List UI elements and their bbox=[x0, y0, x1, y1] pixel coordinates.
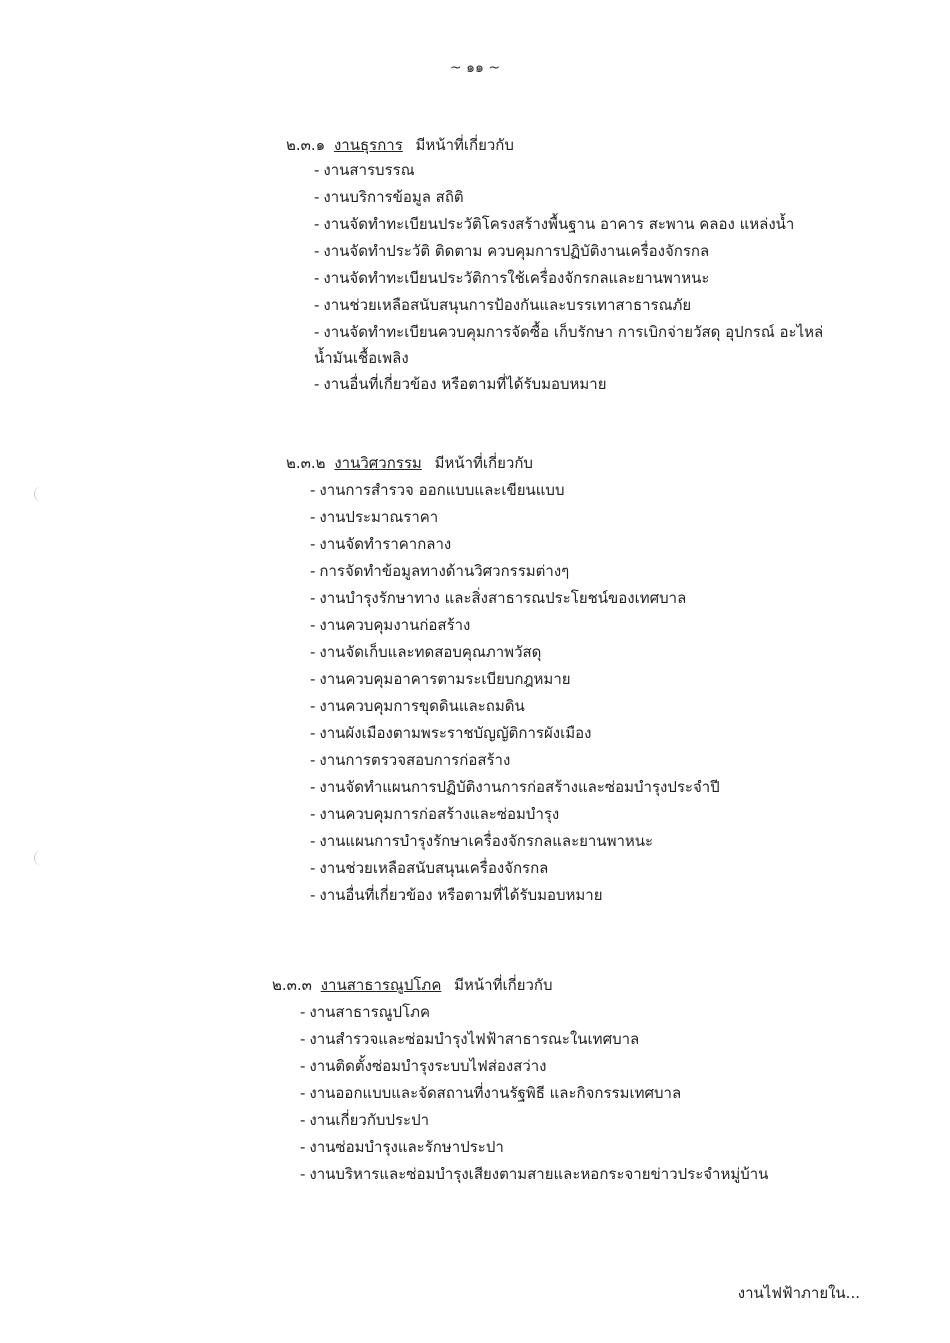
section-heading bbox=[272, 975, 553, 995]
list-item: - งานสำรวจและซ่อมบำรุงไฟฟ้าสาธารณะในเทศบาล bbox=[300, 1030, 640, 1048]
section-title: งานธุรการ bbox=[333, 136, 403, 154]
list-item: - งานผังเมืองตามพระราชบัญญัติการผังเมือง bbox=[310, 724, 592, 742]
list-item: - งานจัดทำทะเบียนประวัติการใช้เครื่องจักรกลและยานพาหนะ bbox=[314, 269, 710, 287]
section-heading bbox=[286, 135, 514, 155]
list-item: - งานสารบรรณ bbox=[314, 161, 415, 179]
section-item-list bbox=[314, 157, 854, 398]
section-suffix: มีหน้าที่เกี่ยวกับ bbox=[415, 136, 514, 154]
next-page-reference: งานไฟฟ้าภายใน... bbox=[737, 1284, 860, 1302]
list-item: - งานจัดทำทะเบียนประวัติโครงสร้างพื้นฐาน อาคาร สะพาน คลอง แหล่งน้ำ bbox=[314, 215, 795, 233]
section-number: ๒.๓.๒ bbox=[286, 454, 326, 472]
section-number: ๒.๓.๑ bbox=[286, 136, 326, 154]
section-suffix: มีหน้าที่เกี่ยวกับ bbox=[434, 454, 533, 472]
section-heading bbox=[286, 453, 533, 473]
list-item: - งานจัดทำทะเบียนควบคุมการจัดซื้อ เก็บรักษา การเบิกจ่ายวัสดุ อุปกรณ์ อะไหล่ น้ำมันเชื้อเพลิง bbox=[314, 323, 824, 367]
list-item: - งานการสำรวจ ออกแบบและเขียนแบบ bbox=[310, 481, 565, 499]
list-item: - งานอื่นที่เกี่ยวข้อง หรือตามที่ได้รับมอบหมาย bbox=[310, 886, 603, 904]
section-item-list bbox=[310, 477, 720, 909]
list-item: - งานจัดทำราคากลาง bbox=[310, 535, 452, 553]
section-number: ๒.๓.๓ bbox=[272, 976, 312, 994]
list-item: - งานอื่นที่เกี่ยวข้อง หรือตามที่ได้รับมอบหมาย bbox=[314, 375, 607, 393]
list-item: - งานบริการข้อมูล สถิติ bbox=[314, 188, 464, 206]
list-item: - งานช่วยเหลือสนับสนุนการป้องกันและบรรเทาสาธารณภัย bbox=[314, 296, 692, 314]
list-item: - งานการตรวจสอบการก่อสร้าง bbox=[310, 751, 511, 769]
list-item: - งานควบคุมงานก่อสร้าง bbox=[310, 616, 471, 634]
margin-mark bbox=[34, 486, 43, 502]
section-suffix: มีหน้าที่เกี่ยวกับ bbox=[454, 976, 553, 994]
list-item: - งานสาธารณูปโภค bbox=[300, 1003, 431, 1021]
list-item: - งานซ่อมบำรุงและรักษาประปา bbox=[300, 1138, 504, 1156]
list-item: - งานจัดเก็บและทดสอบคุณภาพวัสดุ bbox=[310, 643, 542, 661]
section-title: งานวิศวกรรม bbox=[334, 454, 422, 472]
margin-mark bbox=[34, 850, 43, 866]
section-item-list bbox=[300, 999, 768, 1188]
list-item: - งานช่วยเหลือสนับสนุนเครื่องจักรกล bbox=[310, 859, 549, 877]
list-item: - งานบริหารและซ่อมบำรุงเสียงตามสายและหอกระจายข่าวประจำหมู่บ้าน bbox=[300, 1165, 769, 1183]
list-item: - งานจัดทำประวัติ ติดตาม ควบคุมการปฏิบัติงานเครื่องจักรกล bbox=[314, 242, 710, 260]
list-item: - งานออกแบบและจัดสถานที่งานรัฐพิธี และกิจกรรมเทศบาล bbox=[300, 1084, 682, 1102]
page-number: ~ ๑๑ ~ bbox=[449, 60, 501, 76]
list-item: - งานควบคุมการขุดดินและถมดิน bbox=[310, 697, 525, 715]
list-item: - งานควบคุมการก่อสร้างและซ่อมบำรุง bbox=[310, 805, 560, 823]
list-item: - งานจัดทำแผนการปฏิบัติงานการก่อสร้างและซ่อมบำรุงประจำปี bbox=[310, 778, 720, 796]
list-item: - งานบำรุงรักษาทาง และสิ่งสาธารณประโยชน์ของเทศบาล bbox=[310, 589, 687, 607]
list-item: - งานแผนการบำรุงรักษาเครื่องจักรกลและยานพาหนะ bbox=[310, 832, 654, 850]
list-item: - การจัดทำข้อมูลทางด้านวิศวกรรมต่างๆ bbox=[310, 562, 570, 580]
list-item: - งานควบคุมอาคารตามระเบียบกฎหมาย bbox=[310, 670, 571, 688]
list-item: - งานประมาณราคา bbox=[310, 508, 439, 526]
list-item: - งานติดตั้งซ่อมบำรุงระบบไฟส่องสว่าง bbox=[300, 1057, 547, 1075]
list-item: - งานเกี่ยวกับประปา bbox=[300, 1111, 430, 1129]
section-title: งานสาธารณูปโภค bbox=[320, 976, 442, 994]
